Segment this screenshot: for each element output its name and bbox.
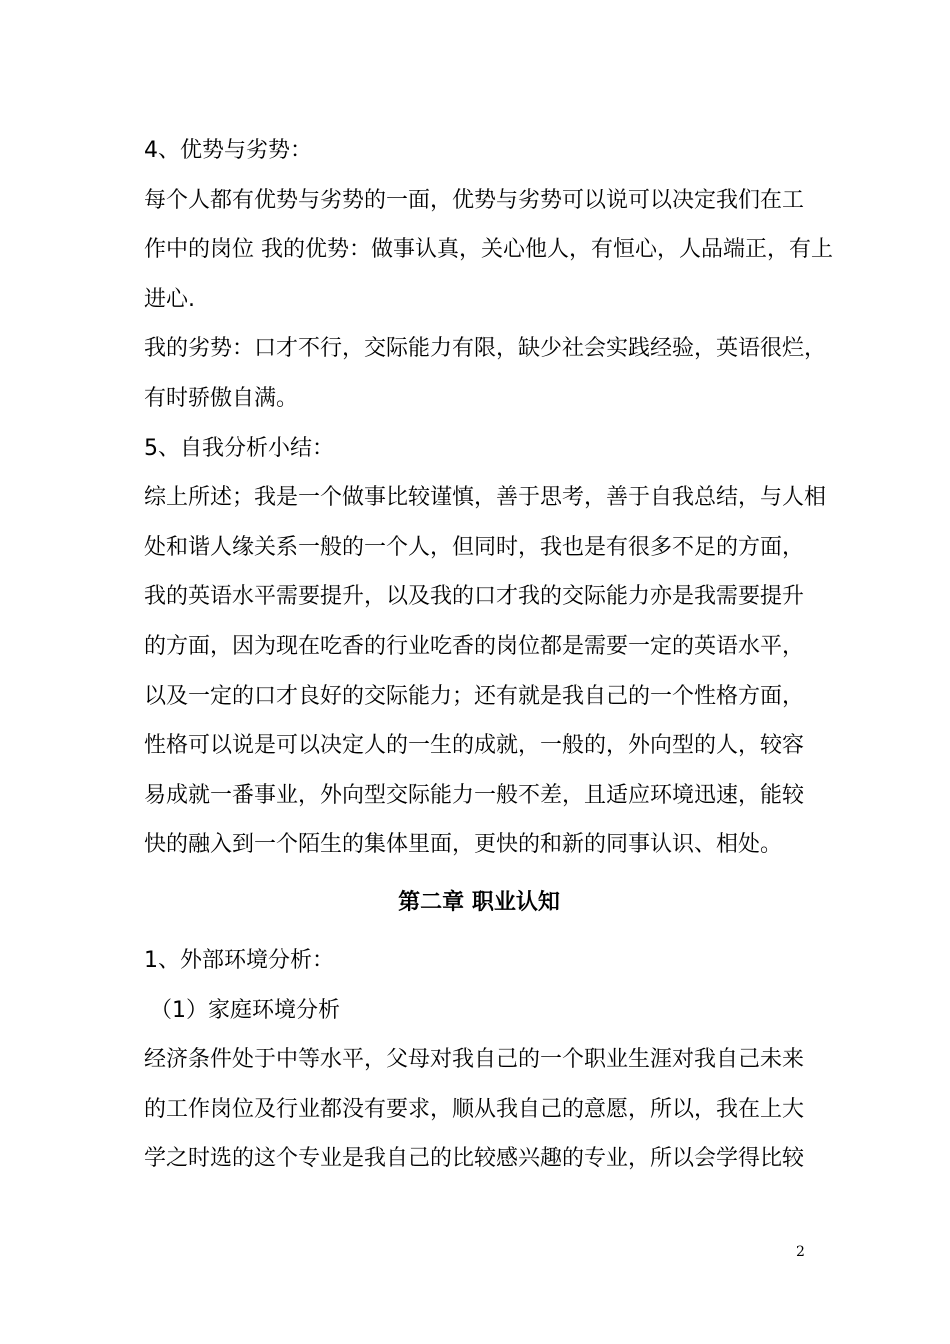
paragraph-line: 进心. [144, 286, 195, 312]
paragraph-line: 我的劣势：口才不行，交际能力有限，缺少社会实践经验，英语很烂， [144, 336, 827, 362]
paragraph-line: 有时骄傲自满。 [144, 385, 299, 411]
paragraph-line: 经济条件处于中等水平，父母对我自己的一个职业生涯对我自己未来 [144, 1047, 805, 1073]
paragraph-line: 学之时选的这个专业是我自己的比较感兴趣的专业，所以会学得比较 [144, 1146, 805, 1172]
paragraph-line: 作中的岗位 我的优势：做事认真，关心他人，有恒心，人品端正，有上 [144, 237, 833, 263]
summary-heading: 5、自我分析小结： [144, 435, 334, 461]
paragraph-line: 以及一定的口才良好的交际能力；还有就是我自己的一个性格方面， [144, 683, 805, 709]
paragraph-line: 每个人都有优势与劣势的一面，优势与劣势可以说可以决定我们在工 [144, 187, 805, 213]
paragraph-line: 的工作岗位及行业都没有要求，顺从我自己的意愿，所以，我在上大 [144, 1096, 805, 1122]
paragraph-line: 我的英语水平需要提升，以及我的口才我的交际能力亦是我需要提升 [144, 584, 805, 610]
external-heading: 1、外部环境分析： [144, 947, 334, 973]
page-number: 2 [796, 1244, 805, 1260]
paragraph-line: 的方面，因为现在吃香的行业吃香的岗位都是需要一定的英语水平， [144, 633, 805, 659]
document-body [144, 126, 833, 1184]
paragraph-line: 性格可以说是可以决定人的一生的成就，一般的，外向型的人，较容 [144, 733, 805, 759]
strengths-heading: 4、优势与劣势： [144, 138, 312, 163]
paragraph-line: 处和谐人缘关系一般的一个人，但同时，我也是有很多不足的方面， [144, 534, 805, 560]
family-heading: （1）家庭环境分析 [150, 997, 340, 1023]
paragraph-line: 快的融入到一个陌生的集体里面，更快的和新的同事认识、相处。 [144, 832, 783, 858]
paragraph-line: 综上所述；我是一个做事比较谨慎，善于思考，善于自我总结，与人相 [144, 485, 827, 511]
paragraph-line: 易成就一番事业，外向型交际能力一般不差，且适应环境迅速，能较 [144, 782, 805, 808]
chapter-title: 第二章 职业认知 [398, 889, 560, 915]
